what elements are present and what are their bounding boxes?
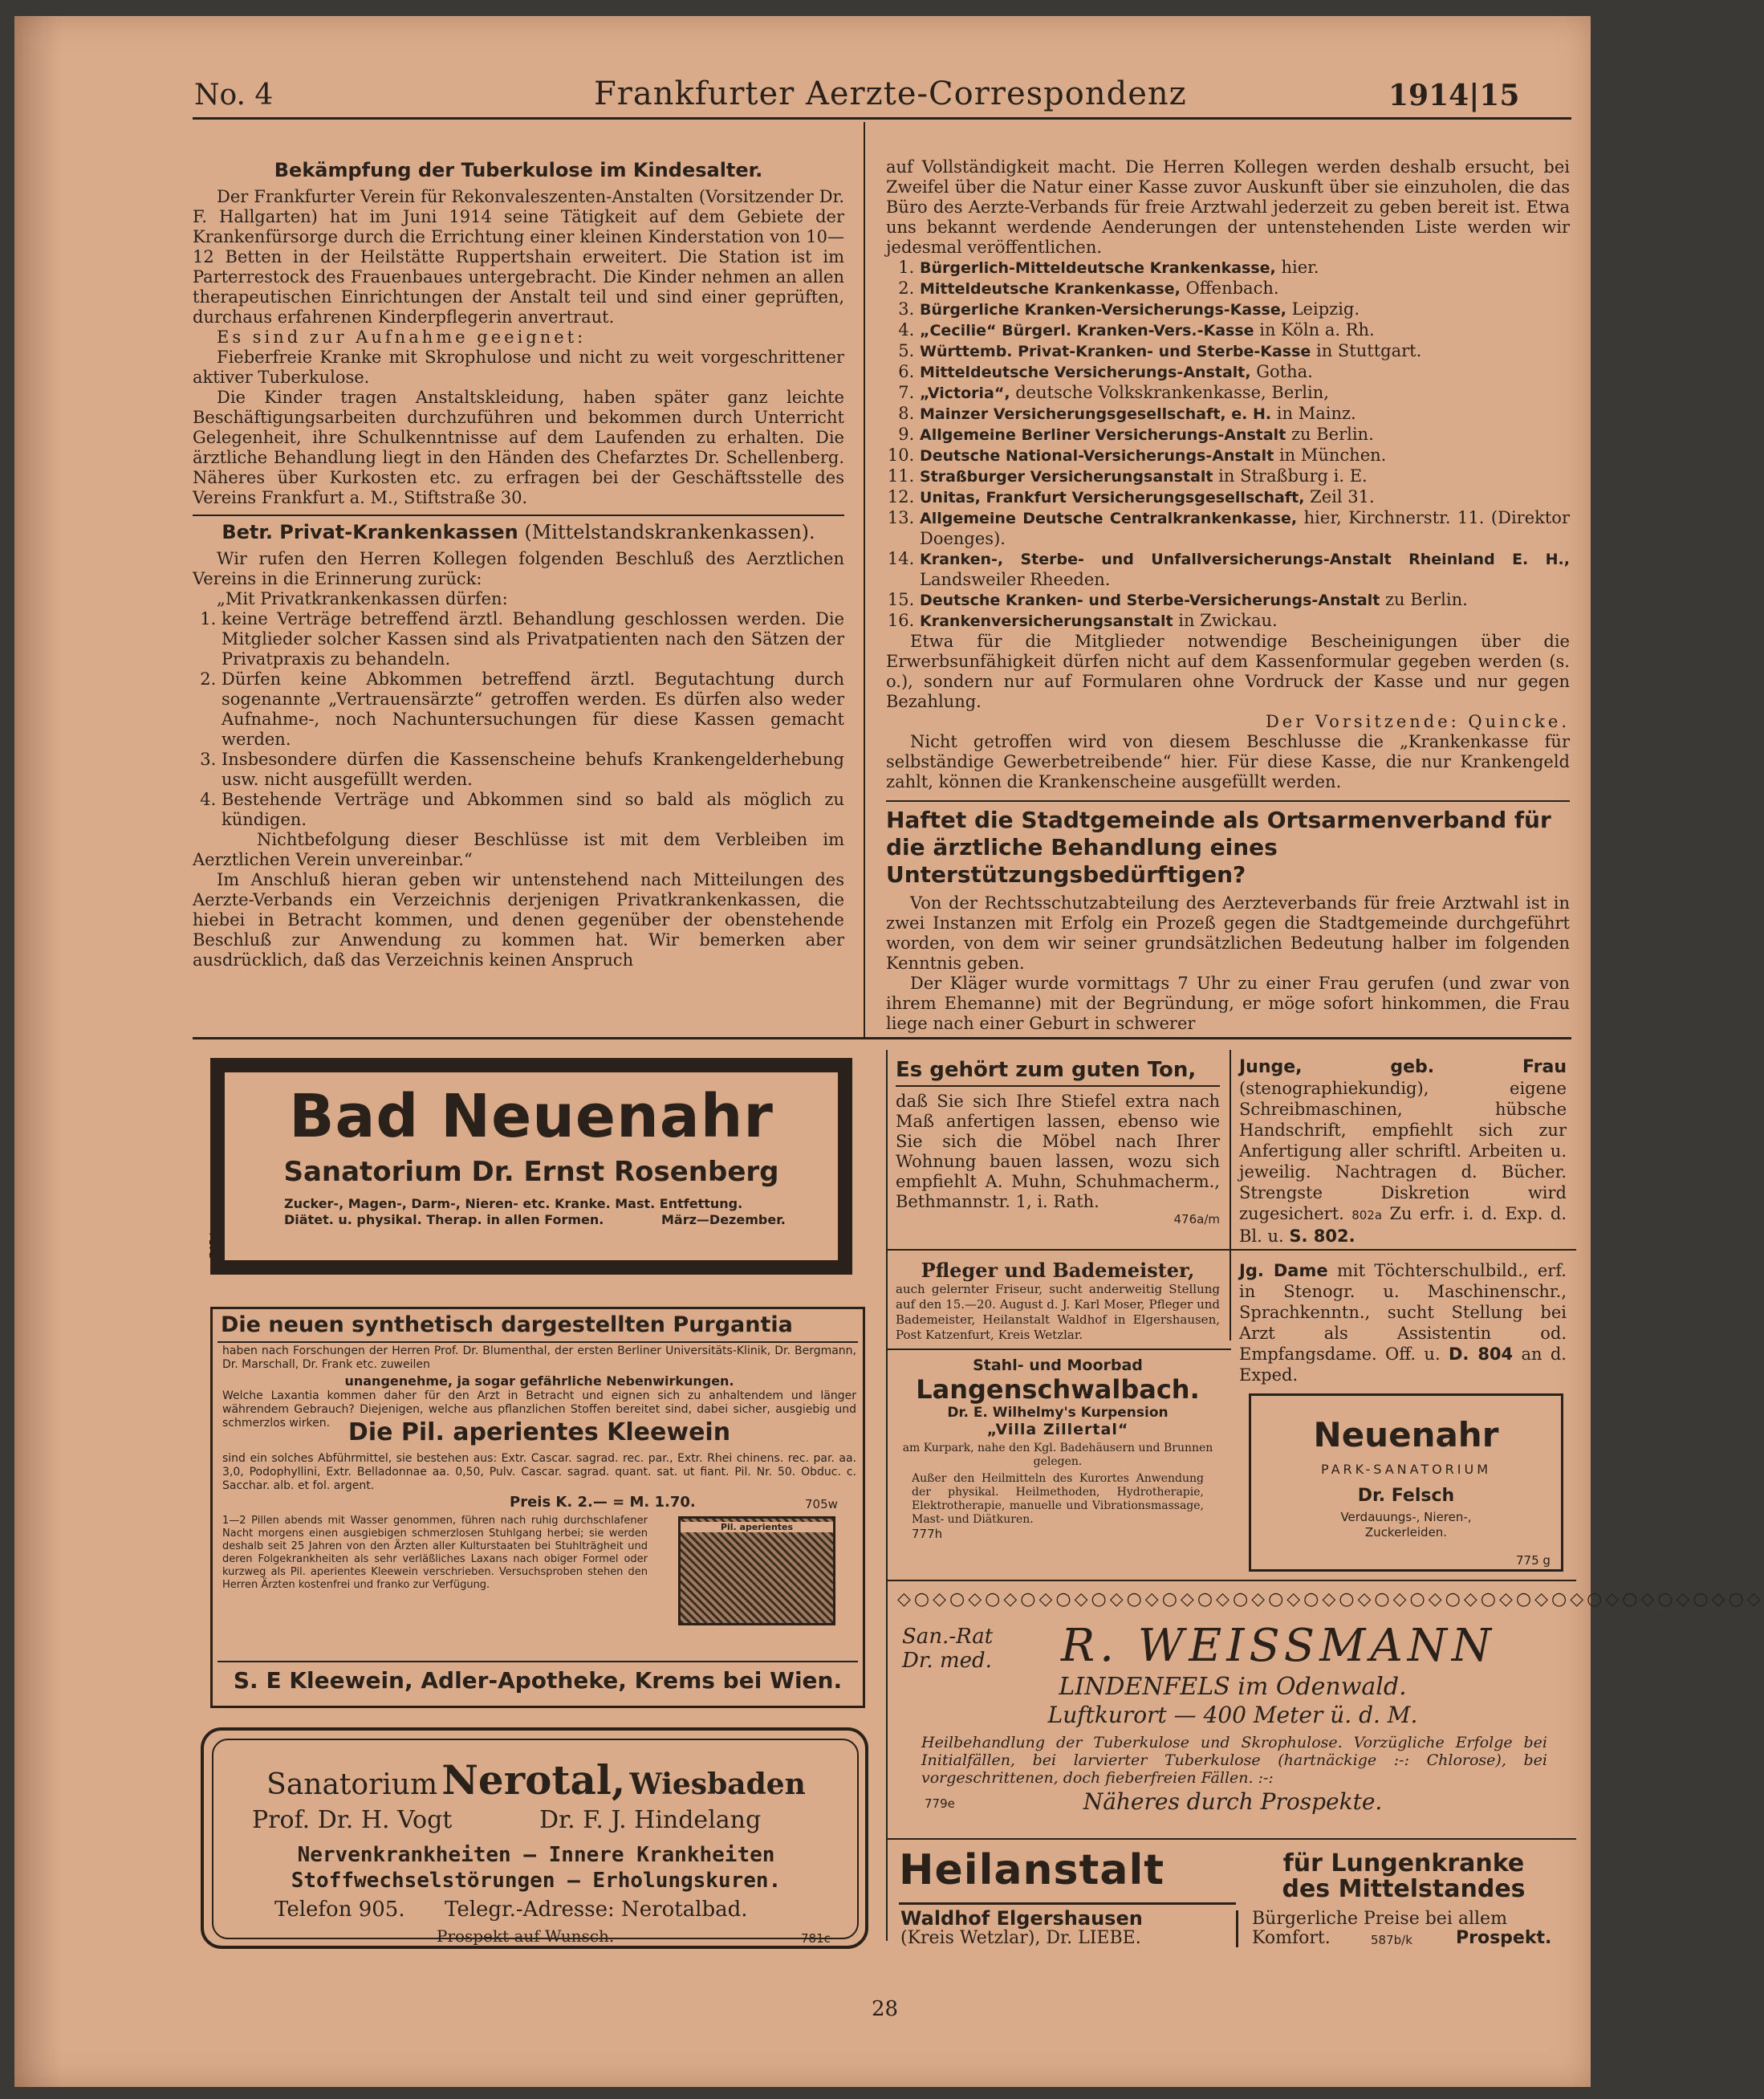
- ad-title: Jg. Dame: [1239, 1261, 1328, 1280]
- list-item: 2. Dürfen keine Abkommen betreffend ärztl. Begutachtung durch sogenannte „Vertrauensärzte“ getroffen werden. Es dürfen also weder Aufnahme-, noch Nachuntersuchungen für diese Kassen gemacht werden.: [222, 669, 844, 750]
- article-title-tuberkulose: Bekämpfung der Tuberkulose im Kindesalter.: [274, 159, 763, 181]
- ad-text: 1—2 Pillen abends mit Wasser genommen, führen nach ruhig durchschlafener Nacht morgens einen ausgiebigen schmerzlosen Stuhlgang herbei; sie werden deshalb seit 25 Jahren von den Ärzten aller Kulturstaaten bei Stuhlträgheit und deren Folgekrankheiten als sehr verläßliches Laxans nach obiger Formel oder kurzweg als Pil. aperientes Kleewein verschrieben. Versuchsproben stehen den Herren Ärzten kostenfrei und franko zur Verfügung.: [222, 1515, 648, 1591]
- ad-pre: Stahl- und Moorbad: [973, 1357, 1143, 1374]
- list-item: 3. Insbesondere dürfen die Kassenscheine behufs Krankengelderhebung usw. nicht ausgefüllt werden.: [222, 750, 844, 790]
- ad-code: 777h: [912, 1527, 943, 1541]
- ad-warning: unangenehme, ja sogar gefährliche Nebenwirkungen.: [344, 1373, 734, 1389]
- paragraph: Es sind zur Aufnahme geeignet:: [217, 327, 587, 347]
- ad-doctor: Dr. Felsch: [1357, 1486, 1455, 1506]
- article-title-stadtgemeinde: Haftet die Stadtgemeinde als Ortsarmenverband für die ärztliche Behandlung eines Unterstützungsbedürftigen?: [886, 807, 1551, 888]
- column-divider: [864, 122, 865, 1037]
- paragraph: Nicht getroffen wird von diesem Beschlusse die „Krankenkasse für selbständige Gewerbetreibende“ hier. Für diese Kasse, die nur Krankengeld zahlt, können die Krankenscheine ausgefüllt werden.: [886, 732, 1570, 791]
- ad-text: mit Töchterschulbild., erf. in Stenogr. u. Maschinenschr., Sprachkenntn., sucht Stellung bei Arzt als Assistentin od. Empfangsdame.: [1239, 1261, 1567, 1364]
- ad-place: LINDENFELS im Odenwald.: [1059, 1673, 1407, 1701]
- list-item: 6. Mitteldeutsche Versicherungs-Anstalt, Gotha.: [920, 362, 1570, 383]
- list-item: 11. Straßburger Versicherungsanstalt in Straßburg i. E.: [920, 466, 1570, 487]
- list-item: 14. Kranken-, Sterbe- und Unfallversicherungs-Anstalt Rheinland E. H., Landsweiler Rheeden.: [920, 549, 1570, 590]
- divider: [217, 1341, 858, 1343]
- ad-heilanstalt: [896, 1845, 1570, 1949]
- ad-title: Heilanstalt: [899, 1846, 1165, 1894]
- ad-footer: S. E Kleewein, Adler-Apotheke, Krems bei Wien.: [233, 1667, 843, 1694]
- list-item: 9. Allgemeine Berliner Versicherungs-Anstalt zu Berlin.: [920, 425, 1570, 445]
- list-item: 2. Mitteldeutsche Krankenkasse, Offenbach.: [920, 279, 1570, 299]
- ad-grid-line: [886, 1050, 888, 1941]
- paragraph: Etwa für die Mitglieder notwendige Bescheinigungen über die Erwerbsunfähigkeit dürfen nicht auf dem Kassenformular gegeben werden (s. o.), sondern nur auf Formularen ohne Vordruck der Kasse und nur gegen Bezahlung.: [886, 632, 1570, 711]
- paragraph: Von der Rechtsschutzabteilung des Aerzteverbands für freie Arztwahl ist in zwei Instanzen mit Erfolg ein Prozeß gegen die Stadtgemeinde durchgeführt worden, von dem wir seiner grundsätzlichen Bedeutung halber im folgenden Kenntnis geben.: [886, 893, 1570, 973]
- list-item: 3. Bürgerliche Kranken-Versicherungs-Kasse, Leipzig.: [920, 299, 1570, 320]
- volume-year: 1914|15: [1388, 79, 1520, 112]
- ad-price: Preis K. 2.— = M. 1.70.: [510, 1494, 696, 1511]
- ad-chiffre: D. 804: [1448, 1344, 1514, 1364]
- ad-code: 476a/m: [1173, 1212, 1220, 1226]
- newspaper-page: [14, 16, 1764, 2087]
- divider: [193, 515, 844, 516]
- paragraph: Nichtbefolgung dieser Beschlüsse ist mit dem Verbleiben im Aerztlichen Verein unvereinbar.“: [193, 830, 844, 869]
- ad-title: Sanatorium Nerotal, Wiesbaden: [266, 1756, 806, 1804]
- ad-text: Welche Laxantia kommen daher für den Arzt in Betracht und eignen sich zu anhaltendem und länger währendem Gebrauch? Diejenigen, welche aus pflanzlichen Stoffen bereitet sind, dabei sicher, ausgiebig und schmerzlos wirken.: [222, 1389, 856, 1430]
- ad-product: Die Pil. aperientes Kleewein: [348, 1418, 731, 1446]
- ad-text: (stenographiekundig), eigene Schreibmaschinen, hübsche Handschrift, empfiehlt sich zur Anfertigung aller schriftl. Arbeiten u. jeweilig. Nachtragen d. Bücher. Strengste Diskretion wird zugesichert.: [1239, 1079, 1567, 1223]
- ad-neuenahr-felsch: [1249, 1393, 1563, 1572]
- ad-title: Junge, geb. Frau: [1239, 1057, 1567, 1077]
- ad-code: 802a: [1351, 1208, 1383, 1222]
- pill-box-label: Pil. aperientes: [681, 1522, 833, 1532]
- paragraph: Fieberfreie Kranke mit Skrophulose und nicht zu weit vorgeschrittener aktiver Tuberkulose.: [193, 348, 844, 387]
- kassen-list: [886, 258, 1570, 632]
- ad-subtitle: für Lungenkranke des Mittelstandes: [1282, 1849, 1526, 1903]
- list-item: 1. keine Verträge betreffend ärztl. Behandlung geschlossen werden. Die Mitglieder solcher Kassen sind als Privatpatienten nach den Sätzen der Privatpraxis zu behandeln.: [222, 609, 844, 669]
- list-item: 5. Württemb. Privat-Kranken- und Sterbe-Kasse in Stuttgart.: [920, 341, 1570, 362]
- paragraph: Wir rufen den Herren Kollegen folgenden Beschluß des Aerztlichen Vereins in die Erinnerung zurück:: [193, 549, 844, 588]
- ad-langenschwalbach: [896, 1357, 1220, 1541]
- ad-code: 775 g: [1516, 1553, 1551, 1568]
- list-item: 10. Deutsche National-Versicherungs-Anstalt in München.: [920, 445, 1570, 466]
- page-number: 28: [872, 1997, 899, 2021]
- list-item: 13. Allgemeine Deutsche Centralkrankenkasse, hier, Kirchnerstr. 11. (Direktor Doenges).: [920, 508, 1570, 549]
- ad-text: auch gelernter Friseur, sucht anderweitig Stellung auf den 15.—20. August d. J. Karl Moser, Pfleger und Bademeister, Heilanstalt Waldhof in Elgershausen, Post Katzenfurt, Kreis Wetzlar.: [896, 1282, 1220, 1342]
- ad-jg-dame: [1239, 1260, 1567, 1385]
- ad-name: R. WEISSMANN: [1061, 1620, 1496, 1672]
- ad-title: Bad Neuenahr: [289, 1082, 774, 1151]
- paragraph: Der Kläger wurde vormittags 7 Uhr zu einer Frau gerufen (und zwar von ihrem Ehemanne) mit der Begründung, er möge sofort hinkommen, die Frau liege nach einer Geburt in schwerer: [886, 974, 1570, 1033]
- ad-kreis: (Kreis Wetzlar), Dr. LIEBE.: [900, 1928, 1141, 1948]
- ad-subtitle: Sanatorium Dr. Ernst Rosenberg: [283, 1156, 779, 1188]
- ad-text: Verdauungs-, Nieren-, Zuckerleiden.: [1340, 1510, 1472, 1540]
- ad-muhn: [896, 1058, 1220, 1226]
- divider: [899, 1902, 1236, 1905]
- ad-line: am Kurpark, nahe den Kgl. Badehäusern und Brunnen gelegen.: [902, 1442, 1213, 1468]
- divider: [1236, 1910, 1238, 1947]
- ad-grid-line: [1230, 1050, 1231, 1340]
- list-item: 15. Deutsche Kranken- und Sterbe-Versicherungs-Anstalt zu Berlin.: [920, 590, 1570, 611]
- signature: Der Vorsitzende: Quincke.: [1265, 712, 1570, 731]
- pill-box-image: [678, 1516, 835, 1625]
- ad-title: Neuenahr: [1313, 1415, 1499, 1454]
- ad-title: Die neuen synthetisch dargestellten Purgantia: [221, 1312, 793, 1337]
- ad-season: März—Dezember.: [661, 1212, 786, 1227]
- ad-line: Dr. E. Wilhelmy's Kurpension: [947, 1405, 1169, 1421]
- ad-text: haben nach Forschungen der Herren Prof. Dr. Blumenthal, der ersten Berliner Universitäts-Klinik, Dr. Bergmann, Dr. Marschall, Dr. Frank etc. zuweilen: [222, 1344, 856, 1371]
- journal-title: Frankfurter Aerzte-Correspondenz: [594, 75, 1187, 112]
- ad-code: 745 h: [209, 1228, 221, 1259]
- ad-code: 705w: [805, 1497, 838, 1511]
- ad-chiffre: S. 802.: [1289, 1226, 1356, 1246]
- ad-title: Langenschwalbach.: [916, 1374, 1200, 1405]
- ad-phone: Telefon 905.: [274, 1898, 405, 1922]
- ad-bad-neuenahr: [210, 1058, 852, 1275]
- title-bold: Betr. Privat-Krankenkassen: [222, 521, 518, 543]
- right-column: [886, 157, 1570, 1034]
- ad-address: Zu erfr. i. d. Exp. d. Bl. u.: [1239, 1204, 1567, 1246]
- ad-junge-frau: [1239, 1056, 1567, 1247]
- paragraph: Der Frankfurter Verein für Rekonvaleszenten-Anstalten (Vorsitzender Dr. F. Hallgarten) hat im Juni 1914 seine Tätigkeit auf dem Gebiete der Krankenfürsorge durch die Errichtung einer kleinen Kinderstation von 10—12 Betten in der Heilstätte Ruppertshain erweitert. Die Station ist im Parterrestock des Frauenbaues untergebracht. Die Kinder nehmen an allen therapeutischen Einrichtungen der Anstalt teil und sind einer geprüften, durchaus erfahrenen Kinderpflegerin anvertraut.: [193, 187, 844, 327]
- ads-separator: [193, 1037, 1571, 1039]
- ad-price: Komfort.: [1252, 1928, 1331, 1948]
- ad-title-pre: San.-Rat Dr. med.: [902, 1625, 994, 1673]
- ad-grid-line: [886, 1249, 1576, 1251]
- list-item: 4. „Cecilie“ Bürgerl. Kranken-Vers.-Kasse in Köln a. Rh.: [920, 320, 1570, 341]
- ad-address: Off. u.: [1385, 1344, 1441, 1364]
- ad-text: Außer den Heilmitteln des Kurortes Anwendung der physikal. Heilmethoden, Hydrotherapie, Elektrotherapie, manuelle und Vibrationsmassage, Mast- und Diätkuren.: [912, 1472, 1204, 1526]
- ad-altitude: Luftkurort — 400 Meter ü. d. M.: [1047, 1702, 1418, 1728]
- ad-grid-line: [886, 1580, 1576, 1581]
- divider: [886, 800, 1570, 802]
- ad-title: Es gehört zum guten Ton,: [896, 1058, 1220, 1087]
- ad-weissmann: [897, 1589, 1764, 1830]
- ad-grid-line: [886, 1348, 1231, 1350]
- ad-nerotal: [201, 1727, 868, 1949]
- resolution-list: [193, 609, 844, 830]
- ad-kleewein: [210, 1307, 865, 1708]
- ornament-border: ◇○◇○◇○◇○◇○◇○◇○◇○◇○◇○◇○◇○◇○◇○◇○◇○◇○◇○◇○◇○◇○◇○◇○◇○◇: [897, 1589, 1764, 1609]
- divider: [217, 1661, 858, 1662]
- list-item: 7. „Victoria“, deutsche Volkskrankenkasse, Berlin,: [920, 383, 1570, 404]
- list-item: 16. Krankenversicherungsanstalt in Zwickau.: [920, 611, 1570, 632]
- ad-doctor: Prof. Dr. H. Vogt: [252, 1806, 453, 1834]
- ad-text: daß Sie sich Ihre Stiefel extra nach Maß anfertigen lassen, ebenso wie Sie sich die Möbel nach Ihrer Wohnung bauen lassen, wozu sich empfiehlt A. Muhn, Schuhmacherm., Bethmannstr. 1, i. Rath.: [896, 1092, 1220, 1211]
- paragraph: „Mit Privatkrankenkassen dürfen:: [217, 589, 508, 608]
- list-item: 4. Bestehende Verträge und Abkommen sind so bald als möglich zu kündigen.: [222, 790, 844, 830]
- ad-telegram: Telegr.-Adresse: Nerotalbad.: [445, 1898, 748, 1922]
- ad-line: Diätet. u. physikal. Therap. in allen Formen.: [284, 1212, 604, 1227]
- ad-title: Pfleger und Bademeister,: [921, 1259, 1195, 1282]
- ad-line: Stoffwechselstörungen — Erholungskuren.: [291, 1869, 782, 1893]
- ad-prospekt: Prospekt.: [1456, 1928, 1552, 1948]
- issue-number: No. 4: [194, 79, 274, 112]
- paragraph: auf Vollständigkeit macht. Die Herren Kollegen werden deshalb ersucht, bei Zweifel über die Natur einer Kasse zuvor Auskunft über sie einzuholen, die das Büro des Aerzte-Verbands für freie Arztwahl jederzeit zu geben bereit ist. Etwa uns bekannt werdende Aenderungen der untenstehenden Liste werden wir jedesmal veröffentlichen.: [886, 157, 1570, 257]
- ad-place: Waldhof Elgershausen: [900, 1907, 1143, 1930]
- ad-subtitle: PARK-SANATORIUM: [1320, 1462, 1492, 1477]
- left-column: [193, 157, 844, 970]
- ad-doctor: Dr. F. J. Hindelang: [539, 1806, 762, 1834]
- ad-more: Näheres durch Prospekte.: [1083, 1788, 1383, 1815]
- ad-line: Zucker-, Magen-, Darm-, Nieren- etc. Kranke. Mast. Entfettung.: [284, 1196, 743, 1211]
- ad-line: „Villa Zillertal“: [986, 1421, 1129, 1438]
- list-item: 1. Bürgerlich-Mitteldeutsche Krankenkasse, hier.: [920, 258, 1570, 279]
- title-rest: (Mittelstandskrankenkassen).: [518, 521, 815, 543]
- paragraph: Die Kinder tragen Anstaltskleidung, haben später ganz leichte Beschäftigungsarbeiten durchzuführen und bekommen durch Unterricht Gelegenheit, ihre Schulkenntnisse auf dem Laufenden zu erhalten. Die ärztliche Behandlung liegt in den Händen des Chefarztes Dr. Schellenberg. Näheres über Kurkosten etc. zu erfragen bei der Geschäftsstelle des Vereins Frankfurt a. M., Stiftstraße 30.: [193, 388, 844, 507]
- article-title-privatkassen: [193, 523, 844, 543]
- ad-text: Heilbehandlung der Tuberkulose und Skrophulose. Vorzügliche Erfolge bei Initialfällen, bei larvierter Tuberkulose (hartnäckige :-: Chlorose), bei vorgeschrittenen, doch fieberfreien Fällen. :-:: [921, 1734, 1547, 1787]
- ad-price: Bürgerliche Preise bei allem: [1252, 1909, 1507, 1929]
- ad-code: 781c: [801, 1931, 831, 1946]
- ad-grid-line: [886, 1838, 1576, 1840]
- list-item: 8. Mainzer Versicherungsgesellschaft, e. H. in Mainz.: [920, 404, 1570, 425]
- ad-code: 779e: [925, 1796, 955, 1811]
- ad-text: sind ein solches Abführmittel, sie bestehen aus: Extr. Cascar. sagrad. rec. par., Extr. Rhei chinens. rec. par. aa. 3,0, Podophyllini, Extr. Belladonnae aa. 0,50, Pulv. Cascar. sagrad. quant. sat. ut fiant. Pil. Nr. 50. Obduc. c. Sacchar. alb. et fol. argent.: [222, 1452, 856, 1492]
- ad-code: 587b/k: [1371, 1933, 1412, 1947]
- paragraph: Im Anschluß hieran geben wir untenstehend nach Mitteilungen des Aerzte-Verbands ein Verzeichnis derjenigen Privatkrankenkassen, die hiebei in Betracht kommen, und denen gegenüber der obenstehende Beschluß zur Anwendung zu kommen hat. Wir bemerken aber ausdrücklich, daß das Verzeichnis keinen Anspruch: [193, 870, 844, 970]
- header-rule: [193, 117, 1571, 120]
- ad-line: Nervenkrankheiten — Innere Krankheiten: [297, 1843, 775, 1867]
- list-item: 12. Unitas, Frankfurt Versicherungsgesellschaft, Zeil 31.: [920, 487, 1570, 508]
- ad-prospekt: Prospekt auf Wunsch.: [437, 1926, 615, 1946]
- ad-pfleger: [896, 1259, 1220, 1343]
- ad-address: an d. Exped.: [1239, 1344, 1567, 1385]
